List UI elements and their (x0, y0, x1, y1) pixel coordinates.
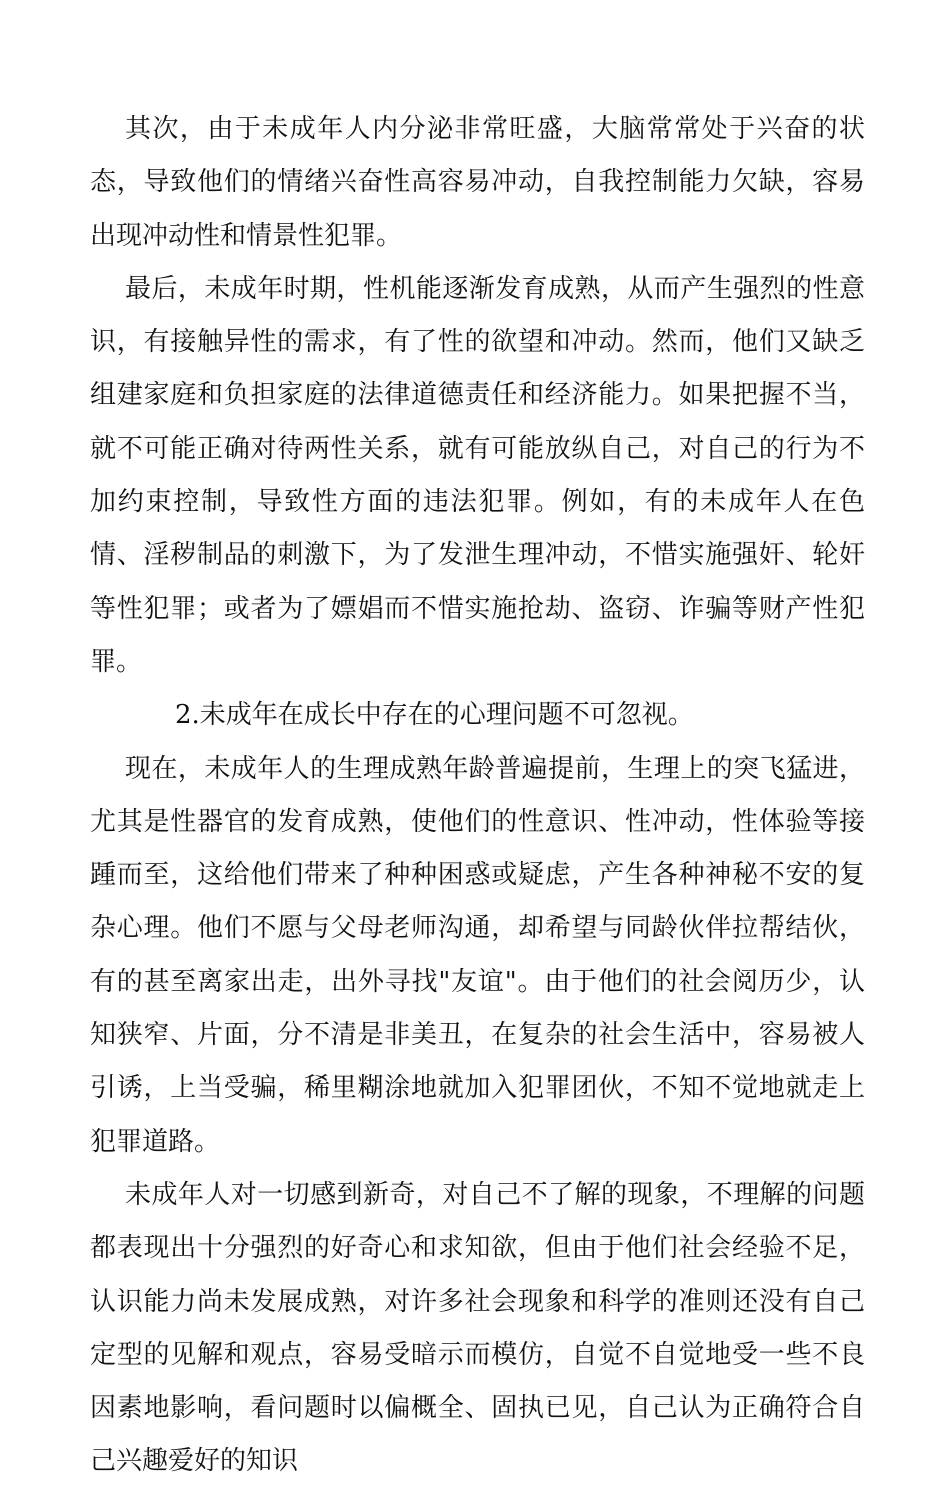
paragraph-finally: 最后，未成年时期，性机能逐渐发育成熟，从而产生强烈的性意识，有接触异性的需求，有了性的欲望和冲动。然而，他们又缺乏组建家庭和负担家庭的法律道德责任和经济能力。如果把握不当，就不可能正确对待两性关系，就有可能放纵自己，对自己的行为不加约束控制，导致性方面的违法犯罪。例如，有的未成年人在色情、淫秽制品的刺激下，为了发泄生理冲动，不惜实施强奸、轮奸等性犯罪；或者为了嫖娼而不惜实施抢劫、盗窃、诈骗等财产性犯罪。 (90, 273, 865, 677)
paragraph-secondly: 其次，由于未成年人内分泌非常旺盛，大脑常常处于兴奋的状态，导致他们的情绪兴奋性高容易冲动，自我控制能力欠缺，容易出现冲动性和情景性犯罪。 (90, 114, 865, 251)
paragraph-physiology: 现在，未成年人的生理成熟年龄普遍提前，生理上的突飞猛进，尤其是性器官的发育成熟，使他们的性意识、性冲动，性体验等接踵而至，这给他们带来了种种困惑或疑虑，产生各种神秘不安的复杂心理。他们不愿与父母老师沟通，却希望与同龄伙伴拉帮结伙，有的甚至离家出走，出外寻找"友谊"。由于他们的社会阅历少，认知狭窄、片面，分不清是非美丑，在复杂的社会生活中，容易被人引诱，上当受骗，稀里糊涂地就加入犯罪团伙，不知不觉地就走上犯罪道路。 (90, 753, 865, 1157)
section-heading: 2.未成年在成长中存在的心理问题不可忽视。 (175, 700, 694, 731)
paragraph-curiosity: 未成年人对一切感到新奇，对自己不了解的现象，不理解的问题都表现出十分强烈的好奇心和求知欲，但由于他们社会经验不足，认识能力尚未发展成熟，对许多社会现象和科学的准则还没有自己定型的见解和观点，容易受暗示而模仿，自觉不自觉地受一些不良因素地影响，看问题时以偏概全、固执已见，自己认为正确符合自己兴趣爱好的知识 (90, 1179, 865, 1477)
body-text (90, 103, 865, 1489)
